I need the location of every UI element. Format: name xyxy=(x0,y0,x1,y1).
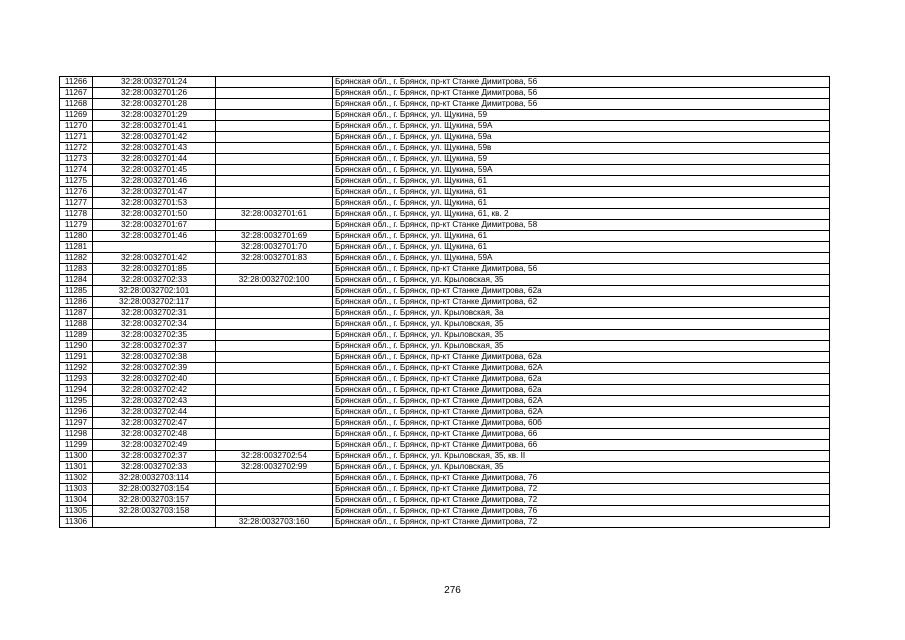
cadastral-number-cell: 32:28:0032702:43 xyxy=(93,396,216,407)
cadastral-number-cell: 32:28:0032702:38 xyxy=(93,352,216,363)
linked-cadastral-number-cell xyxy=(216,352,333,363)
linked-cadastral-number-cell: 32:28:0032701:70 xyxy=(216,242,333,253)
table-row xyxy=(60,176,830,187)
row-number-cell: 11304 xyxy=(60,495,93,506)
row-number-cell: 11274 xyxy=(60,165,93,176)
linked-cadastral-number-cell xyxy=(216,374,333,385)
cadastral-number-cell: 32:28:0032701:47 xyxy=(93,187,216,198)
address-cell: Брянская обл., г. Брянск, ул. Крыловская, 35 xyxy=(333,341,830,352)
cadastral-number-cell: 32:28:0032702:44 xyxy=(93,407,216,418)
address-cell: Брянская обл., г. Брянск, пр-кт Станке Димитрова, 56 xyxy=(333,77,830,88)
address-cell: Брянская обл., г. Брянск, ул. Крыловская, 35 xyxy=(333,462,830,473)
cadastral-number-cell: 32:28:0032701:46 xyxy=(93,231,216,242)
address-cell: Брянская обл., г. Брянск, ул. Щукина, 59А xyxy=(333,165,830,176)
linked-cadastral-number-cell xyxy=(216,330,333,341)
linked-cadastral-number-cell: 32:28:0032701:61 xyxy=(216,209,333,220)
cadastral-number-cell: 32:28:0032701:46 xyxy=(93,176,216,187)
row-number-cell: 11293 xyxy=(60,374,93,385)
cadastral-number-cell: 32:28:0032701:43 xyxy=(93,143,216,154)
table-row xyxy=(60,209,830,220)
row-number-cell: 11275 xyxy=(60,176,93,187)
address-cell: Брянская обл., г. Брянск, пр-кт Станке Димитрова, 62А xyxy=(333,407,830,418)
address-cell: Брянская обл., г. Брянск, пр-кт Станке Димитрова, 62А xyxy=(333,396,830,407)
table-row xyxy=(60,429,830,440)
address-cell: Брянская обл., г. Брянск, ул. Крыловская, 35, кв. II xyxy=(333,451,830,462)
row-number-cell: 11279 xyxy=(60,220,93,231)
row-number-cell: 11290 xyxy=(60,341,93,352)
address-cell: Брянская обл., г. Брянск, ул. Щукина, 61 xyxy=(333,231,830,242)
table-row xyxy=(60,297,830,308)
table-row xyxy=(60,154,830,165)
linked-cadastral-number-cell xyxy=(216,418,333,429)
row-number-cell: 11280 xyxy=(60,231,93,242)
address-cell: Брянская обл., г. Брянск, пр-кт Станке Димитрова, 62А xyxy=(333,363,830,374)
linked-cadastral-number-cell: 32:28:0032702:54 xyxy=(216,451,333,462)
row-number-cell: 11282 xyxy=(60,253,93,264)
row-number-cell: 11302 xyxy=(60,473,93,484)
table-row xyxy=(60,407,830,418)
table-row xyxy=(60,242,830,253)
linked-cadastral-number-cell xyxy=(216,110,333,121)
cadastral-number-cell: 32:28:0032703:158 xyxy=(93,506,216,517)
cadastral-number-cell: 32:28:0032702:31 xyxy=(93,308,216,319)
address-cell: Брянская обл., г. Брянск, пр-кт Станке Димитрова, 62а xyxy=(333,385,830,396)
cadastral-number-cell: 32:28:0032702:37 xyxy=(93,341,216,352)
row-number-cell: 11305 xyxy=(60,506,93,517)
row-number-cell: 11298 xyxy=(60,429,93,440)
cadastral-number-cell: 32:28:0032703:154 xyxy=(93,484,216,495)
row-number-cell: 11272 xyxy=(60,143,93,154)
row-number-cell: 11285 xyxy=(60,286,93,297)
row-number-cell: 11278 xyxy=(60,209,93,220)
linked-cadastral-number-cell: 32:28:0032703:160 xyxy=(216,517,333,528)
address-cell: Брянская обл., г. Брянск, ул. Щукина, 59в xyxy=(333,143,830,154)
cadastral-number-cell: 32:28:0032702:40 xyxy=(93,374,216,385)
linked-cadastral-number-cell xyxy=(216,495,333,506)
cadastral-number-cell: 32:28:0032702:42 xyxy=(93,385,216,396)
linked-cadastral-number-cell xyxy=(216,429,333,440)
linked-cadastral-number-cell: 32:28:0032701:69 xyxy=(216,231,333,242)
address-cell: Брянская обл., г. Брянск, ул. Щукина, 61 xyxy=(333,198,830,209)
table-row xyxy=(60,132,830,143)
cadastral-number-cell: 32:28:0032701:42 xyxy=(93,253,216,264)
row-number-cell: 11295 xyxy=(60,396,93,407)
table-row xyxy=(60,396,830,407)
linked-cadastral-number-cell xyxy=(216,154,333,165)
cadastral-number-cell xyxy=(93,517,216,528)
table-row xyxy=(60,308,830,319)
linked-cadastral-number-cell xyxy=(216,341,333,352)
table-row xyxy=(60,363,830,374)
address-cell: Брянская обл., г. Брянск, пр-кт Станке Димитрова, 56 xyxy=(333,99,830,110)
linked-cadastral-number-cell xyxy=(216,132,333,143)
table-row xyxy=(60,451,830,462)
table-row xyxy=(60,473,830,484)
address-cell: Брянская обл., г. Брянск, ул. Щукина, 59 xyxy=(333,110,830,121)
table-row xyxy=(60,275,830,286)
linked-cadastral-number-cell xyxy=(216,176,333,187)
row-number-cell: 11268 xyxy=(60,99,93,110)
cadastral-number-cell: 32:28:0032701:41 xyxy=(93,121,216,132)
table-row xyxy=(60,506,830,517)
address-cell: Брянская обл., г. Брянск, ул. Щукина, 61 xyxy=(333,242,830,253)
address-cell: Брянская обл., г. Брянск, пр-кт Станке Димитрова, 72 xyxy=(333,517,830,528)
address-cell: Брянская обл., г. Брянск, пр-кт Станке Димитрова, 66 xyxy=(333,429,830,440)
linked-cadastral-number-cell xyxy=(216,264,333,275)
row-number-cell: 11289 xyxy=(60,330,93,341)
table-row xyxy=(60,88,830,99)
linked-cadastral-number-cell xyxy=(216,187,333,198)
linked-cadastral-number-cell xyxy=(216,143,333,154)
cadastral-number-cell: 32:28:0032702:49 xyxy=(93,440,216,451)
address-cell: Брянская обл., г. Брянск, ул. Щукина, 59 xyxy=(333,154,830,165)
address-cell: Брянская обл., г. Брянск, ул. Щукина, 61, кв. 2 xyxy=(333,209,830,220)
row-number-cell: 11306 xyxy=(60,517,93,528)
row-number-cell: 11283 xyxy=(60,264,93,275)
row-number-cell: 11269 xyxy=(60,110,93,121)
address-cell: Брянская обл., г. Брянск, пр-кт Станке Димитрова, 56 xyxy=(333,88,830,99)
linked-cadastral-number-cell xyxy=(216,363,333,374)
row-number-cell: 11301 xyxy=(60,462,93,473)
linked-cadastral-number-cell xyxy=(216,407,333,418)
table-row xyxy=(60,231,830,242)
cadastral-number-cell: 32:28:0032702:35 xyxy=(93,330,216,341)
table-row xyxy=(60,385,830,396)
table-row xyxy=(60,484,830,495)
table-row xyxy=(60,110,830,121)
address-cell: Брянская обл., г. Брянск, пр-кт Станке Димитрова, 62а xyxy=(333,374,830,385)
row-number-cell: 11286 xyxy=(60,297,93,308)
address-cell: Брянская обл., г. Брянск, ул. Крыловская, 3а xyxy=(333,308,830,319)
row-number-cell: 11296 xyxy=(60,407,93,418)
row-number-cell: 11288 xyxy=(60,319,93,330)
linked-cadastral-number-cell xyxy=(216,121,333,132)
table-row xyxy=(60,264,830,275)
cadastral-number-cell: 32:28:0032703:114 xyxy=(93,473,216,484)
linked-cadastral-number-cell xyxy=(216,473,333,484)
linked-cadastral-number-cell xyxy=(216,308,333,319)
address-cell: Брянская обл., г. Брянск, ул. Щукина, 61 xyxy=(333,187,830,198)
linked-cadastral-number-cell xyxy=(216,484,333,495)
table-row xyxy=(60,77,830,88)
table-row xyxy=(60,253,830,264)
address-cell: Брянская обл., г. Брянск, ул. Крыловская, 35 xyxy=(333,330,830,341)
table-row xyxy=(60,187,830,198)
address-cell: Брянская обл., г. Брянск, ул. Крыловская, 35 xyxy=(333,319,830,330)
row-number-cell: 11299 xyxy=(60,440,93,451)
cadastral-number-cell: 32:28:0032702:33 xyxy=(93,275,216,286)
table-row xyxy=(60,165,830,176)
cadastral-number-cell: 32:28:0032701:85 xyxy=(93,264,216,275)
row-number-cell: 11297 xyxy=(60,418,93,429)
cadastral-number-cell: 32:28:0032702:47 xyxy=(93,418,216,429)
address-cell: Брянская обл., г. Брянск, пр-кт Станке Димитрова, 72 xyxy=(333,495,830,506)
address-cell: Брянская обл., г. Брянск, пр-кт Станке Димитрова, 72 xyxy=(333,484,830,495)
row-number-cell: 11287 xyxy=(60,308,93,319)
linked-cadastral-number-cell xyxy=(216,198,333,209)
address-cell: Брянская обл., г. Брянск, ул. Щукина, 59А xyxy=(333,253,830,264)
row-number-cell: 11277 xyxy=(60,198,93,209)
table-row xyxy=(60,99,830,110)
address-cell: Брянская обл., г. Брянск, пр-кт Станке Димитрова, 62а xyxy=(333,286,830,297)
cadastral-number-cell: 32:28:0032702:101 xyxy=(93,286,216,297)
cadastral-number-cell: 32:28:0032701:50 xyxy=(93,209,216,220)
table-row xyxy=(60,462,830,473)
cadastral-number-cell: 32:28:0032701:29 xyxy=(93,110,216,121)
cadastral-number-cell: 32:28:0032701:44 xyxy=(93,154,216,165)
linked-cadastral-number-cell xyxy=(216,77,333,88)
table-row xyxy=(60,286,830,297)
row-number-cell: 11271 xyxy=(60,132,93,143)
cadastral-number-cell xyxy=(93,242,216,253)
linked-cadastral-number-cell xyxy=(216,385,333,396)
address-cell: Брянская обл., г. Брянск, ул. Щукина, 59а xyxy=(333,132,830,143)
cadastral-number-cell: 32:28:0032702:39 xyxy=(93,363,216,374)
row-number-cell: 11284 xyxy=(60,275,93,286)
table-row xyxy=(60,440,830,451)
table-row xyxy=(60,418,830,429)
cadastral-number-cell: 32:28:0032701:28 xyxy=(93,99,216,110)
linked-cadastral-number-cell xyxy=(216,396,333,407)
linked-cadastral-number-cell xyxy=(216,297,333,308)
table-row xyxy=(60,495,830,506)
address-cell: Брянская обл., г. Брянск, пр-кт Станке Димитрова, 76 xyxy=(333,473,830,484)
linked-cadastral-number-cell xyxy=(216,440,333,451)
cadastral-number-cell: 32:28:0032702:34 xyxy=(93,319,216,330)
row-number-cell: 11294 xyxy=(60,385,93,396)
cadastral-number-cell: 32:28:0032701:42 xyxy=(93,132,216,143)
table-row xyxy=(60,374,830,385)
cadastral-number-cell: 32:28:0032701:24 xyxy=(93,77,216,88)
cadastral-number-cell: 32:28:0032702:37 xyxy=(93,451,216,462)
linked-cadastral-number-cell xyxy=(216,506,333,517)
address-cell: Брянская обл., г. Брянск, пр-кт Станке Димитрова, 58 xyxy=(333,220,830,231)
cadastral-number-cell: 32:28:0032703:157 xyxy=(93,495,216,506)
linked-cadastral-number-cell: 32:28:0032701:83 xyxy=(216,253,333,264)
table-row xyxy=(60,330,830,341)
address-cell: Брянская обл., г. Брянск, пр-кт Станке Димитрова, 76 xyxy=(333,506,830,517)
address-cell: Брянская обл., г. Брянск, пр-кт Станке Димитрова, 62а xyxy=(333,352,830,363)
linked-cadastral-number-cell xyxy=(216,88,333,99)
address-cell: Брянская обл., г. Брянск, ул. Щукина, 59А xyxy=(333,121,830,132)
address-cell: Брянская обл., г. Брянск, пр-кт Станке Димитрова, 66 xyxy=(333,440,830,451)
linked-cadastral-number-cell xyxy=(216,165,333,176)
linked-cadastral-number-cell: 32:28:0032702:100 xyxy=(216,275,333,286)
address-cell: Брянская обл., г. Брянск, ул. Крыловская, 35 xyxy=(333,275,830,286)
page-number: 276 xyxy=(444,585,461,596)
table-row xyxy=(60,121,830,132)
table-row xyxy=(60,143,830,154)
cadastral-table xyxy=(59,76,830,528)
table-body xyxy=(60,77,830,528)
cadastral-number-cell: 32:28:0032702:33 xyxy=(93,462,216,473)
row-number-cell: 11303 xyxy=(60,484,93,495)
linked-cadastral-number-cell: 32:28:0032702:99 xyxy=(216,462,333,473)
row-number-cell: 11300 xyxy=(60,451,93,462)
cadastral-number-cell: 32:28:0032701:26 xyxy=(93,88,216,99)
table-row xyxy=(60,341,830,352)
address-cell: Брянская обл., г. Брянск, пр-кт Станке Димитрова, 60б xyxy=(333,418,830,429)
cadastral-number-cell: 32:28:0032701:45 xyxy=(93,165,216,176)
table-row xyxy=(60,352,830,363)
table-row xyxy=(60,319,830,330)
row-number-cell: 11292 xyxy=(60,363,93,374)
address-cell: Брянская обл., г. Брянск, пр-кт Станке Димитрова, 62 xyxy=(333,297,830,308)
row-number-cell: 11267 xyxy=(60,88,93,99)
address-cell: Брянская обл., г. Брянск, ул. Щукина, 61 xyxy=(333,176,830,187)
table-row xyxy=(60,220,830,231)
row-number-cell: 11281 xyxy=(60,242,93,253)
linked-cadastral-number-cell xyxy=(216,99,333,110)
table-row xyxy=(60,198,830,209)
linked-cadastral-number-cell xyxy=(216,286,333,297)
row-number-cell: 11270 xyxy=(60,121,93,132)
table-row xyxy=(60,517,830,528)
row-number-cell: 11291 xyxy=(60,352,93,363)
cadastral-number-cell: 32:28:0032702:117 xyxy=(93,297,216,308)
row-number-cell: 11266 xyxy=(60,77,93,88)
row-number-cell: 11276 xyxy=(60,187,93,198)
cadastral-number-cell: 32:28:0032701:53 xyxy=(93,198,216,209)
cadastral-number-cell: 32:28:0032701:67 xyxy=(93,220,216,231)
row-number-cell: 11273 xyxy=(60,154,93,165)
cadastral-number-cell: 32:28:0032702:48 xyxy=(93,429,216,440)
address-cell: Брянская обл., г. Брянск, пр-кт Станке Димитрова, 56 xyxy=(333,264,830,275)
linked-cadastral-number-cell xyxy=(216,319,333,330)
linked-cadastral-number-cell xyxy=(216,220,333,231)
